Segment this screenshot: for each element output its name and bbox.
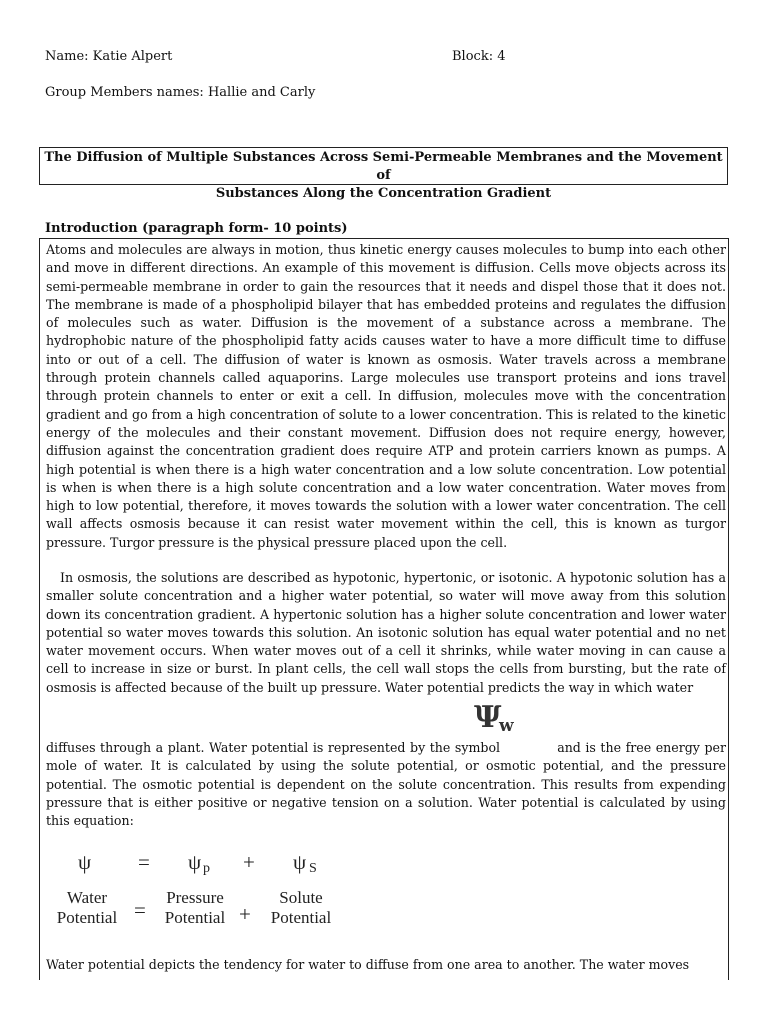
introduction-paragraph-1: Atoms and molecules are always in motion, thus kinetic energy causes molecules to bump into each other and move in different directions. An example of this movement is diffusion. Cells move objects across its semi-permeable membrane in order to gain the resources that it needs and dispel those that it does not. The membrane is made of a phospholipid bilayer that has embedded proteins and regulates the diffusion of molecules such as water. Diffusion is the movement of a substance across a membrane. The hydrophobic nature of the phospholipid fatty acids causes water to have a more difficult time to diffuse into or out of a cell. The diffusion of water is known as osmosis. Water travels across a membrane through protein channels called aquaporins. Large molecules use transport proteins and ions travel through protein channels to enter or exit a cell. In diffusion, molecules move with the concentration gradient and go from a high concentration of solute to a lower concentration. This is related to the kinetic energy of the molecules and their constant movement. Diffusion does not require energy, however, diffusion against the concentration gradient does require ATP and protein carriers known as pumps. A high potential is when there is a high water concentration and a low solute concentration. Low potential is when is when there is a high solute concentration and a low water concentration. Water moves from high to low potential, therefore, it moves towards the solution with a lower water concentration. The cell wall affects osmosis because it can resist water movement within the cell, this is known as turgor pressure. Turgor pressure is the physical pressure placed upon the cell.	[46, 242, 726, 550]
introduction-paragraph-4: Water potential depicts the tendency for water to diffuse from one area to another. The water moves	[46, 957, 690, 972]
equation-equals-2: =	[134, 898, 146, 922]
equation-s-subscript: S	[309, 861, 317, 876]
pressure-potential-label	[158, 888, 232, 928]
water-potential-label	[50, 888, 124, 928]
equation-plus-1: +	[243, 850, 255, 874]
equation-plus-2: +	[239, 902, 251, 926]
introduction-box	[39, 238, 729, 980]
report-title-line-2: Substances Along the Concentration Gradient	[215, 186, 552, 201]
water-potential-word: Potential	[56, 908, 118, 927]
water-potential-equation	[46, 844, 356, 936]
report-title-box	[39, 147, 728, 201]
block-number: Block: 4	[452, 49, 506, 64]
equation-psi-s: ψ	[293, 850, 307, 874]
solute-word: Solute	[279, 888, 323, 907]
introduction-paragraph-3	[46, 739, 726, 830]
report-title-line-1: The Diffusion of Multiple Substances Across Semi-Permeable Membranes and the Movement of	[44, 150, 723, 183]
pressure-potential-word: Potential	[164, 908, 226, 927]
equation-p-subscript: p	[203, 861, 210, 876]
water-potential-symbol-image	[472, 701, 520, 735]
introduction-heading: Introduction (paragraph form- 10 points)	[45, 221, 348, 236]
psi-symbol-glyph: Ψ	[474, 701, 502, 735]
student-name: Name: Katie Alpert	[45, 49, 173, 64]
pressure-word: Pressure	[166, 888, 224, 907]
group-members: Group Members names: Hallie and Carly	[45, 85, 316, 100]
paragraph-3-after-symbol: and is the free energy per mole of water. It is calculated by using the solute potential, or osmotic potential, and the pressure potential. The osmotic potential is dependent on the solute concentration. This results from expending pressure that is either positive or negative tension on a solution. Water potential is calculated by using this equation:	[46, 740, 726, 829]
paragraph-3-before-symbol: diffuses through a plant. Water potential is represented by the symbol	[46, 740, 501, 755]
introduction-paragraph-2: In osmosis, the solutions are described as hypotonic, hypertonic, or isotonic. A hypotonic solution has a smaller solute concentration and a higher water potential, so water will move away from this solution down its concentration gradient. A hypertonic solution has a higher solute concentration and lower water potential so water moves towards this solution. An isotonic solution has equal water potential and no net water movement occurs. When water moves out of a cell it shrinks, while water moving in can cause a cell to increase in size or burst. In plant cells, the cell wall stops the cells from bursting, but the rate of osmosis is affected because of the built up pressure. Water potential predicts the way in which water	[46, 570, 726, 695]
equation-psi-p: ψ	[188, 850, 202, 874]
equation-equals-1: =	[138, 850, 150, 874]
solute-potential-word: Potential	[270, 908, 332, 927]
equation-psi: ψ	[78, 850, 92, 874]
psi-symbol-subscript: w	[499, 716, 514, 735]
water-word: Water	[66, 888, 108, 907]
solute-potential-label	[264, 888, 338, 928]
